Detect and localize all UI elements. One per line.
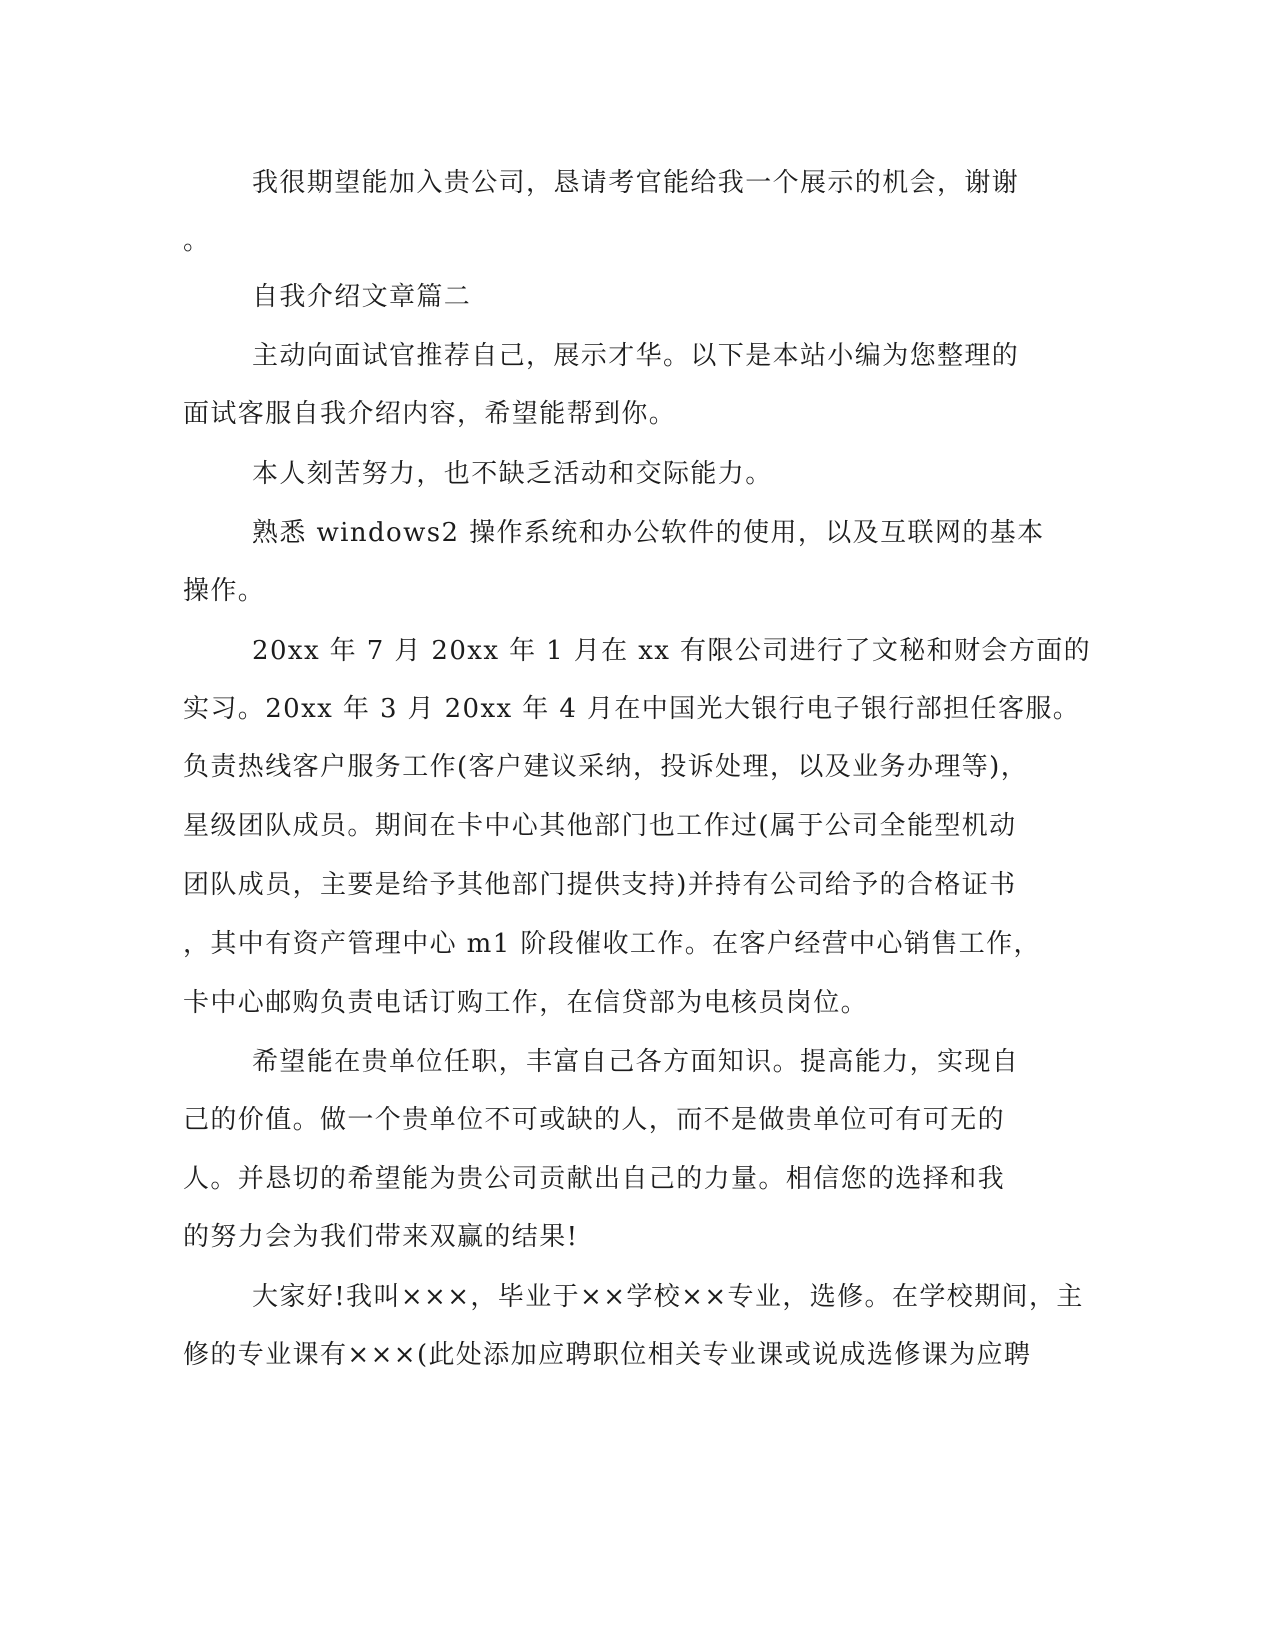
paragraph-line: 负责热线客户服务工作(客户建议采纳，投诉处理，以及业务办理等)，	[183, 752, 1029, 782]
paragraph-line: 大家好!我叫×××，毕业于××学校××专业，选修。在学校期间，主	[252, 1282, 1084, 1312]
paragraph-line: 团队成员，主要是给予其他部门提供支持)并持有公司给予的合格证书	[183, 870, 1017, 900]
paragraph-line: 本人刻苦努力，也不缺乏活动和交际能力。	[252, 459, 773, 489]
paragraph-line: 20xx 年 7 月 20xx 年 1 月在 xx 有限公司进行了文秘和财会方面的	[252, 636, 1092, 666]
paragraph-line: 主动向面试官推荐自己，展示才华。以下是本站小编为您整理的	[252, 341, 1020, 371]
paragraph-line: 。	[183, 226, 211, 256]
paragraph-line: 人。并恳切的希望能为贵公司贡献出自己的力量。相信您的选择和我	[183, 1164, 1006, 1194]
paragraph-line: 卡中心邮购负责电话订购工作，在信贷部为电核员岗位。	[183, 988, 869, 1018]
paragraph-line: 面试客服自我介绍内容，希望能帮到你。	[183, 399, 677, 429]
paragraph-line: 己的价值。做一个贵单位不可或缺的人，而不是做贵单位可有可无的	[183, 1105, 1006, 1135]
paragraph-line: 星级团队成员。期间在卡中心其他部门也工作过(属于公司全能型机动	[183, 811, 1017, 841]
paragraph-line: 操作。	[183, 576, 266, 606]
paragraph-line: 希望能在贵单位任职，丰富自己各方面知识。提高能力，实现自	[252, 1047, 1020, 1077]
paragraph-line: ，其中有资产管理中心 m1 阶段催收工作。在客户经营中心销售工作，	[183, 929, 1041, 959]
paragraph-line: 修的专业课有×××(此处添加应聘职位相关专业课或说成选修课为应聘	[183, 1340, 1032, 1370]
paragraph-line: 实习。20xx 年 3 月 20xx 年 4 月在中国光大银行电子银行部担任客服。	[183, 694, 1081, 724]
paragraph-line: 熟悉 windows2 操作系统和办公软件的使用，以及互联网的基本	[252, 518, 1045, 548]
paragraph-line: 的努力会为我们带来双赢的结果!	[183, 1222, 579, 1252]
section-heading-text: 自我介绍文章篇二	[252, 282, 472, 312]
paragraph-line: 我很期望能加入贵公司，恳请考官能给我一个展示的机会，谢谢	[252, 168, 1020, 198]
